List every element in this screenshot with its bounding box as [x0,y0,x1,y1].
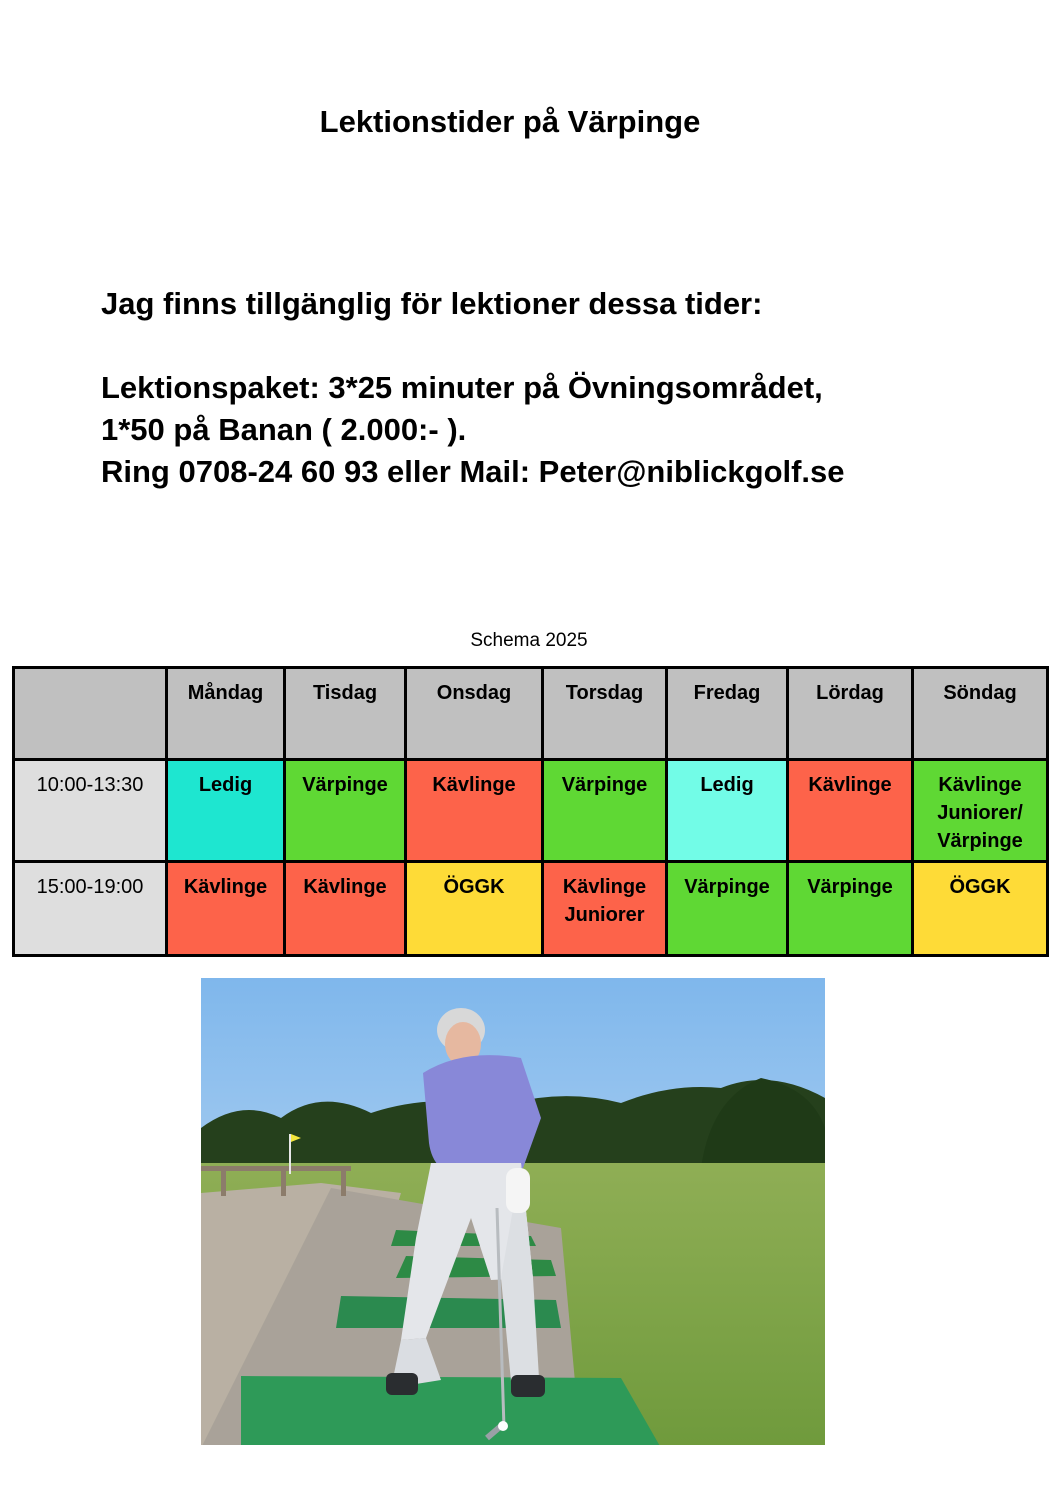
day-header: Lördag [788,668,913,760]
schedule-cell-label: Kävlinge [938,774,1022,796]
golf-swing-photo [201,978,825,1445]
schedule-cell-label: Ledig [700,774,754,796]
contact-line: Ring 0708-24 60 93 eller Mail: Peter@niblickgolf.se [101,454,845,489]
schedule-cell-label: Kävlinge [562,876,647,898]
schedule-cell [543,760,667,862]
schedule-cell-label: Värpinge [937,830,1023,852]
schedule-cell-label: Kävlinge [808,774,892,796]
schedule-cell-label: Ledig [198,774,253,796]
schedule-cell-label: Värpinge [684,876,770,898]
schedule-cell-label: Värpinge [807,876,893,898]
schedule-cell-label: Kävlinge [183,876,268,898]
schedule-cell [167,760,285,862]
schedule-cell-label: Kävlinge [303,876,387,898]
time-slot-label: 10:00-13:30 [14,760,167,862]
schedule-cell [788,862,913,956]
schedule-cell [913,760,1048,862]
schedule-cell [406,760,543,862]
schedule-cell [667,862,788,956]
day-header: Söndag [913,668,1048,760]
schedule-cell [406,862,543,956]
day-header: Torsdag [543,668,667,760]
schedule-cell-label: ÖGGK [949,876,1011,898]
schedule-cell [167,862,285,956]
schedule-cell [667,760,788,862]
schedule-cell-label: Värpinge [302,774,388,796]
schedule-cell [788,760,913,862]
schedule-cell-label: Juniorer/ [937,802,1023,824]
schedule-cell-label: Kävlinge [432,774,516,796]
schedule-cell [543,862,667,956]
schedule-row-morning [14,760,1048,862]
package-price-line: 1*50 på Banan ( 2.000:- ). [101,412,467,447]
schedule-row-afternoon [14,862,1048,956]
intro-text [101,283,1041,493]
schedule-cell-label: ÖGGK [443,876,505,898]
schedule-cell [285,862,406,956]
availability-heading: Jag finns tillgänglig för lektioner dessa tider: [101,286,763,321]
spacer [101,325,1041,367]
schedule-table [12,666,1049,957]
page-title: Lektionstider på Värpinge [319,104,701,139]
day-header: Fredag [667,668,788,760]
schedule-cell-label: Juniorer [564,904,645,926]
time-slot-label: 15:00-19:00 [14,862,167,956]
schedule-cell [913,862,1048,956]
schedule-header-row [14,668,1048,760]
day-header: Onsdag [406,668,543,760]
day-header: Måndag [167,668,285,760]
schedule-cell [285,760,406,862]
day-header: Tisdag [285,668,406,760]
package-line: Lektionspaket: 3*25 minuter på Övningsområdet, [101,370,823,405]
header-corner-cell [14,668,167,760]
schedule-cell-label: Värpinge [561,774,648,796]
schedule-caption: Schema 2025 [470,630,588,651]
